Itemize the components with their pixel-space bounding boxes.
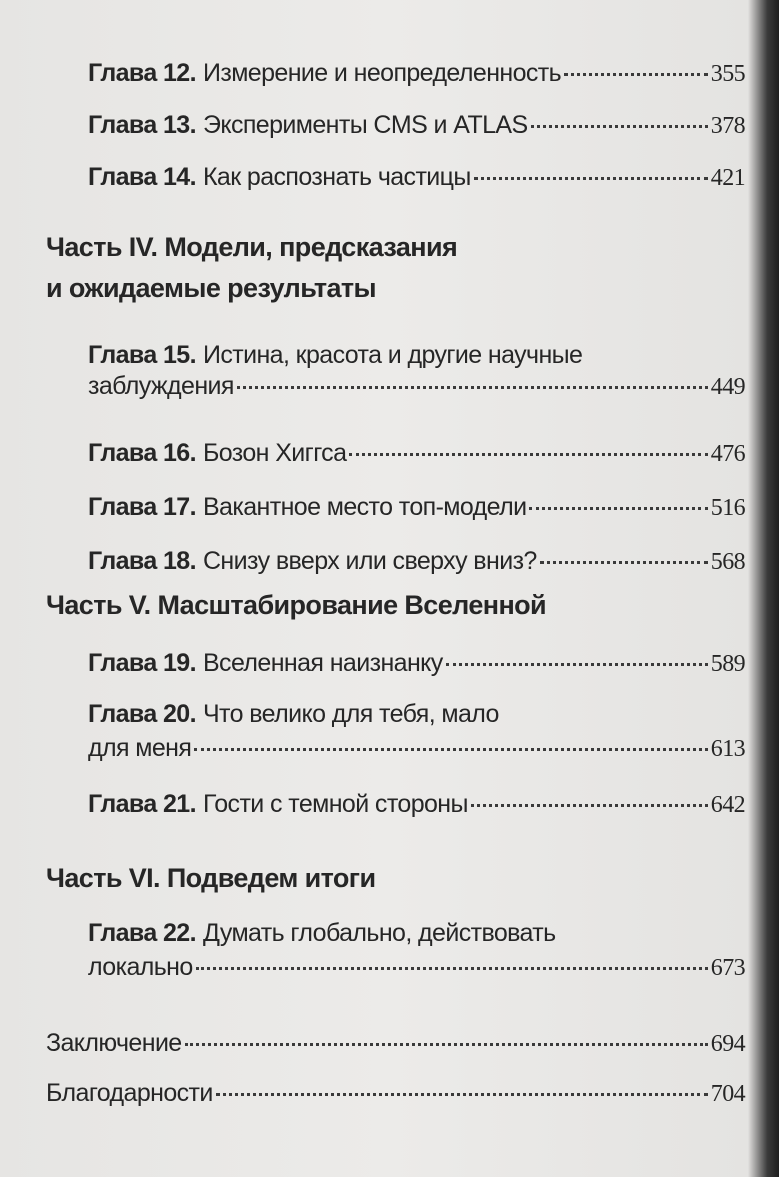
- page-number: 589: [710, 651, 745, 677]
- toc-entry-conclusion[interactable]: [46, 1028, 745, 1059]
- toc-entry-ch19[interactable]: [88, 648, 745, 679]
- chapter-label: Глава 17.: [88, 493, 196, 521]
- chapter-title: Снизу вверх или сверху вниз?: [202, 547, 537, 575]
- dot-leader: [237, 386, 708, 389]
- chapter-title: заблуждения: [88, 372, 234, 400]
- toc-entry-ch12[interactable]: [88, 58, 745, 89]
- dot-leader: [531, 125, 708, 128]
- toc-entry-ch21[interactable]: [88, 789, 745, 820]
- dot-leader: [216, 1093, 708, 1096]
- chapter-title: для меня: [88, 734, 192, 762]
- toc-entry-ch17[interactable]: [88, 492, 745, 523]
- toc-entry-ch16[interactable]: [88, 438, 745, 469]
- dot-leader: [471, 804, 708, 807]
- chapter-label: Глава 20.: [88, 700, 196, 728]
- page-number: 613: [710, 736, 745, 762]
- dot-leader: [529, 507, 707, 510]
- page-number: 476: [710, 441, 745, 467]
- part-heading-4-line1: Часть IV. Модели, предсказания: [46, 232, 458, 262]
- toc-entry-ch20-line2[interactable]: [88, 733, 745, 764]
- chapter-title: Вакантное место топ-модели: [202, 493, 527, 521]
- toc-entry-ch22-line1[interactable]: [88, 918, 745, 948]
- chapter-title: Бозон Хиггса: [202, 439, 347, 467]
- dot-leader: [540, 561, 708, 564]
- entry-title: Заключение: [46, 1029, 182, 1057]
- dot-leader: [474, 177, 708, 180]
- page-number: 673: [710, 955, 745, 981]
- dot-leader: [196, 967, 708, 970]
- toc-entry-ch15-line2[interactable]: [88, 371, 745, 402]
- toc-entry-ch13[interactable]: [88, 110, 745, 141]
- page-number: 516: [710, 495, 745, 521]
- dot-leader: [446, 663, 708, 666]
- chapter-label: Глава 15.: [88, 341, 196, 369]
- page-number: 378: [710, 113, 745, 139]
- chapter-label: Глава 14.: [88, 163, 196, 191]
- toc-entry-ch20-line1[interactable]: [88, 699, 745, 729]
- toc-entry-ch14[interactable]: [88, 162, 745, 193]
- dot-leader: [194, 748, 708, 751]
- toc-entry-ch15-line1[interactable]: [88, 340, 745, 370]
- toc-entry-acknowledgements[interactable]: [46, 1078, 745, 1109]
- chapter-label: Глава 22.: [88, 919, 196, 947]
- page-number: 355: [710, 61, 745, 87]
- toc-entry-ch18[interactable]: [88, 546, 745, 577]
- chapter-title: Думать глобально, действовать: [202, 919, 556, 947]
- page-number: 568: [710, 549, 745, 575]
- page-number: 694: [710, 1031, 745, 1057]
- chapter-title: Вселенная наизнанку: [202, 649, 443, 677]
- dot-leader: [185, 1043, 708, 1046]
- page-number: 704: [710, 1081, 745, 1107]
- chapter-title: Как распознать частицы: [202, 163, 471, 191]
- page-number: 421: [710, 165, 745, 191]
- chapter-label: Глава 12.: [88, 59, 196, 87]
- part-heading-4-line2: и ожидаемые результаты: [46, 273, 376, 303]
- dot-leader: [349, 453, 707, 456]
- page-number: 642: [710, 792, 745, 818]
- chapter-title: Гости с темной стороны: [202, 790, 468, 818]
- part-heading-6: Часть VI. Подведем итоги: [46, 863, 376, 893]
- chapter-label: Глава 18.: [88, 547, 196, 575]
- chapter-title: Что велико для тебя, мало: [202, 700, 499, 728]
- chapter-title: локально: [88, 953, 193, 981]
- chapter-label: Глава 19.: [88, 649, 196, 677]
- chapter-label: Глава 21.: [88, 790, 196, 818]
- part-heading-5: Часть V. Масштабирование Вселенной: [46, 590, 547, 620]
- chapter-label: Глава 13.: [88, 111, 196, 139]
- page-number: 449: [710, 374, 745, 400]
- entry-title: Благодарности: [46, 1079, 213, 1107]
- chapter-title: Измерение и неопределенность: [202, 59, 562, 87]
- toc-entry-ch22-line2[interactable]: [88, 952, 745, 983]
- dot-leader: [564, 73, 708, 76]
- chapter-title: Эксперименты CMS и ATLAS: [202, 111, 528, 139]
- chapter-title: Истина, красота и другие научные: [202, 341, 583, 369]
- chapter-label: Глава 16.: [88, 439, 196, 467]
